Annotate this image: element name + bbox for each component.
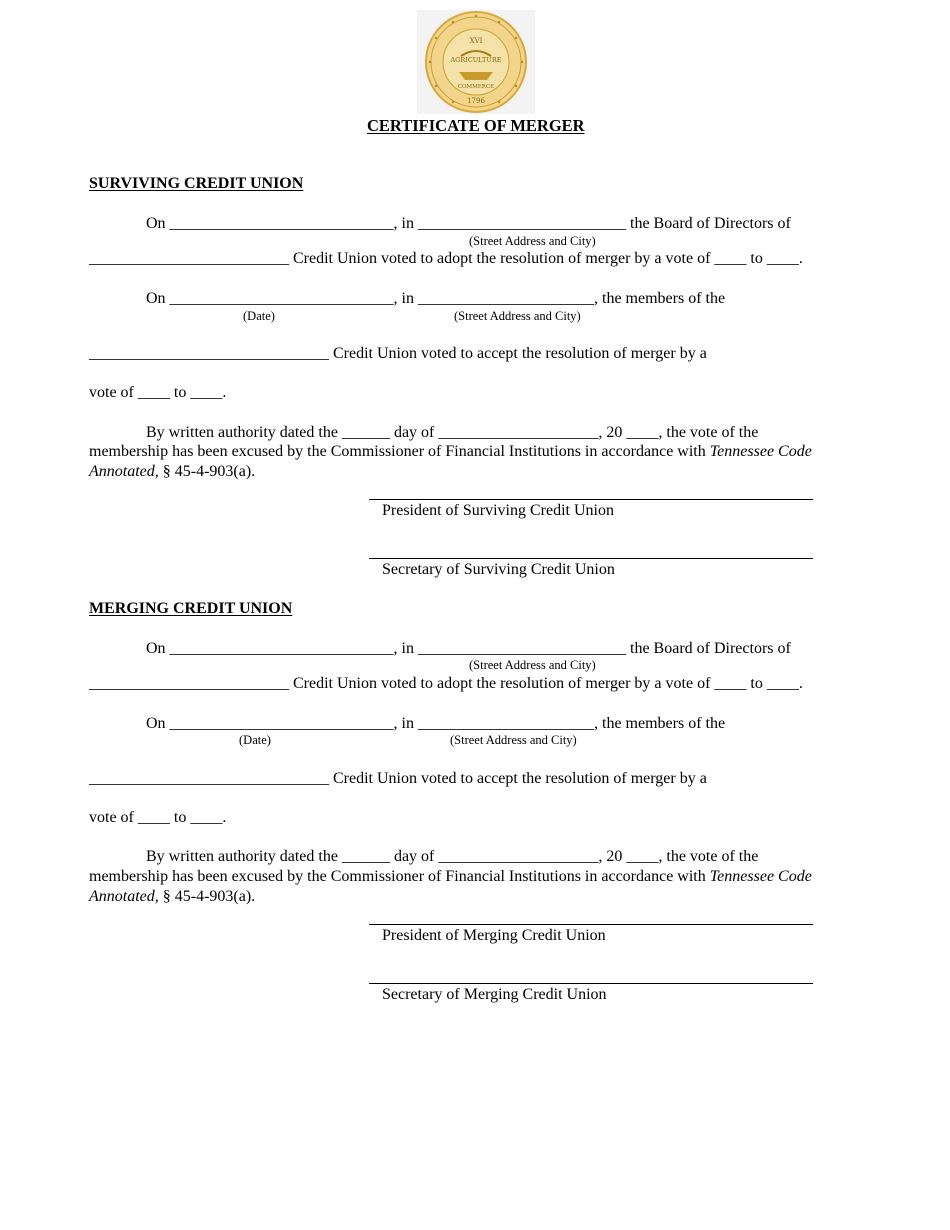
- surviving-adopt-line: _________________________ Credit Union voted to adopt the resolution of merger by a vote of ____ to ____.: [89, 250, 803, 267]
- document-title: CERTIFICATE OF MERGER: [367, 116, 585, 135]
- merging-authority-line-2: membership has been excused by the Commissioner of Financial Institutions in accordance with Tennessee Code: [89, 868, 812, 885]
- merging-accept-line: ______________________________ Credit Union voted to accept the resolution of merger by a: [89, 770, 707, 787]
- merging-members-line: On ____________________________, in ______________________, the members of the: [146, 715, 726, 732]
- surviving-authority-line-2: membership has been excused by the Commissioner of Financial Institutions in accordance with Tennessee Code: [89, 443, 812, 460]
- surviving-members-address-caption: (Street Address and City): [454, 309, 581, 323]
- surviving-secretary-signature-line[interactable]: [369, 558, 813, 559]
- seal-lower-text: COMMERCE: [457, 84, 495, 90]
- surviving-president-signature-line[interactable]: [369, 499, 813, 500]
- merging-vote-line: vote of ____ to ____.: [89, 809, 227, 826]
- surviving-vote-line: vote of ____ to ____.: [89, 384, 227, 401]
- merging-members-address-caption: (Street Address and City): [450, 733, 577, 747]
- surviving-members-date-caption: (Date): [243, 309, 275, 323]
- surviving-authority-line-1: By written authority dated the ______ day of ____________________, 20 ____, the vote of the: [146, 424, 759, 441]
- merging-authority-line-1: By written authority dated the ______ day of ____________________, 20 ____, the vote of the: [146, 848, 759, 865]
- merging-secretary-signature-line[interactable]: [369, 983, 813, 984]
- surviving-president-label: President of Surviving Credit Union: [382, 502, 614, 519]
- surviving-heading: SURVIVING CREDIT UNION: [89, 175, 304, 192]
- surviving-accept-line: ______________________________ Credit Union voted to accept the resolution of merger by a: [89, 345, 707, 362]
- surviving-board-line: On ____________________________, in __________________________ the Board of Directors of: [146, 215, 791, 232]
- seal-center-text: AGRICULTURE: [450, 56, 502, 64]
- surviving-members-line: On ____________________________, in ______________________, the members of the: [146, 290, 726, 307]
- surviving-secretary-label: Secretary of Surviving Credit Union: [382, 561, 615, 578]
- merging-adopt-line: _________________________ Credit Union voted to adopt the resolution of merger by a vote of ____ to ____.: [89, 675, 803, 692]
- merging-president-label: President of Merging Credit Union: [382, 927, 606, 944]
- merging-president-signature-line[interactable]: [369, 924, 813, 925]
- merging-secretary-label: Secretary of Merging Credit Union: [382, 986, 607, 1003]
- merging-authority-line-3: Annotated, § 45-4-903(a).: [89, 888, 256, 905]
- merging-board-line: On ____________________________, in __________________________ the Board of Directors of: [146, 640, 791, 657]
- surviving-board-address-caption: (Street Address and City): [469, 234, 596, 248]
- merging-heading: MERGING CREDIT UNION: [89, 600, 293, 617]
- seal-numeral: XVI: [469, 37, 483, 45]
- merging-board-address-caption: (Street Address and City): [469, 658, 596, 672]
- tennessee-state-seal: [417, 10, 535, 114]
- merging-members-date-caption: (Date): [239, 733, 271, 747]
- seal-year: 1796: [467, 97, 485, 105]
- surviving-authority-line-3: Annotated, § 45-4-903(a).: [89, 463, 256, 480]
